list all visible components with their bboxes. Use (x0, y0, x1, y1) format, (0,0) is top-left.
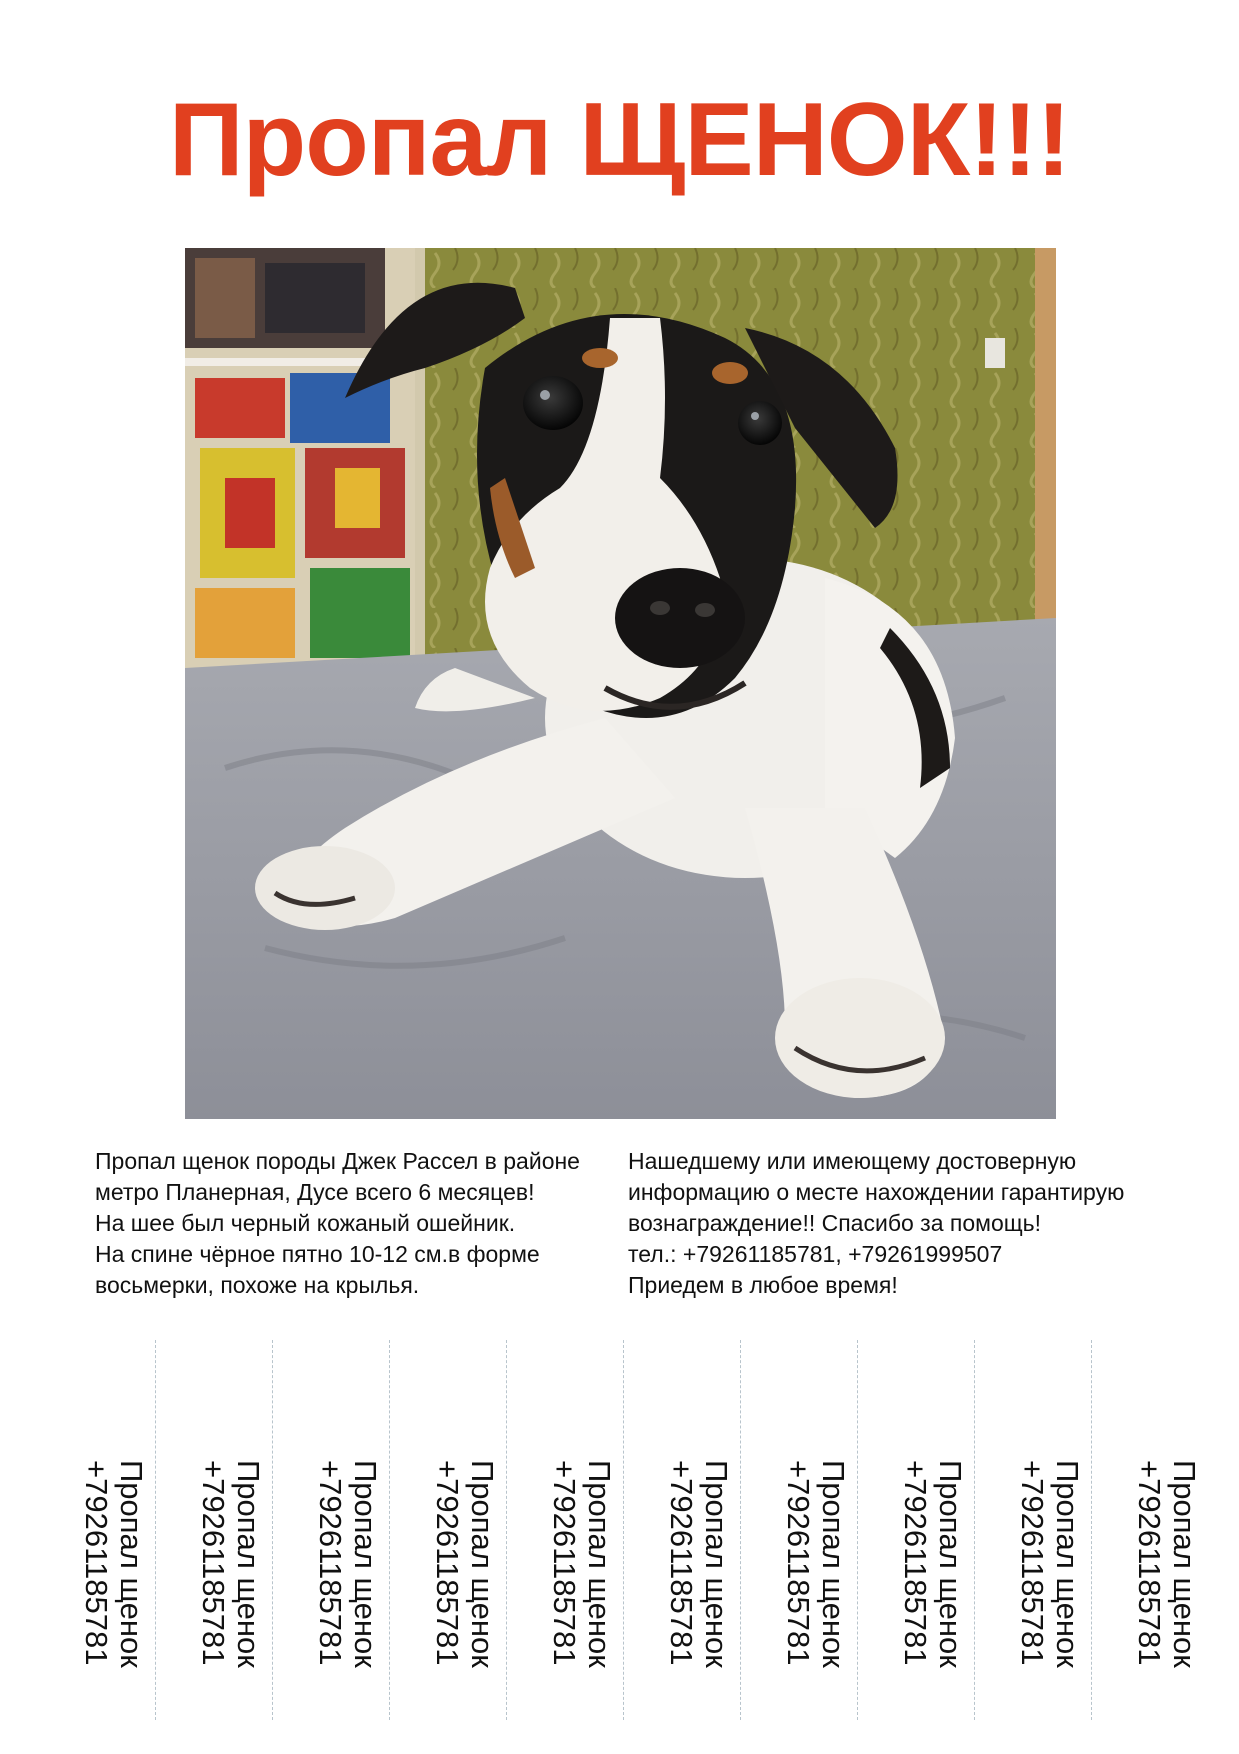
tab-text (313, 1460, 383, 1668)
tear-off-tab[interactable] (757, 1340, 874, 1720)
tab-text (781, 1460, 851, 1668)
tab-label: Пропал щенок (698, 1460, 734, 1668)
anytime-text: Приедем в любое время! (628, 1272, 898, 1298)
tab-label: Пропал щенок (464, 1460, 500, 1668)
tab-phone: +79261185781 (78, 1460, 114, 1666)
tab-phone: +79261185781 (429, 1460, 465, 1666)
tab-text (664, 1460, 734, 1668)
tab-label: Пропал щенок (815, 1460, 851, 1668)
tab-text (79, 1460, 149, 1668)
spot-text: На спине чёрное пятно 10-12 см.в форме восьмерки, похоже на крылья. (95, 1241, 540, 1298)
tab-text (547, 1460, 617, 1668)
tab-phone: +79261185781 (897, 1460, 933, 1666)
tab-phone: +79261185781 (546, 1460, 582, 1666)
phone-text: тел.: +79261185781, +79261999507 (628, 1241, 1003, 1267)
tear-off-tabs (55, 1340, 1235, 1720)
reward-text: Нашедшему или имеющему достоверную информацию о месте нахождении гарантирую вознаграждение!! Спасибо за помощь! (628, 1148, 1125, 1236)
tab-label: Пропал щенок (1049, 1460, 1085, 1668)
tab-label: Пропал щенок (230, 1460, 266, 1668)
tab-phone: +79261185781 (312, 1460, 348, 1666)
dog-photo (185, 248, 1056, 1119)
tab-label: Пропал щенок (932, 1460, 968, 1668)
tab-phone: +79261185781 (780, 1460, 816, 1666)
description-left (95, 1146, 605, 1301)
tab-text (1015, 1460, 1085, 1668)
tab-text (196, 1460, 266, 1668)
tab-phone: +79261185781 (1131, 1460, 1167, 1666)
tear-off-tab[interactable] (406, 1340, 523, 1720)
tear-off-tab[interactable] (172, 1340, 289, 1720)
tear-off-tab[interactable] (640, 1340, 757, 1720)
tab-phone: +79261185781 (195, 1460, 231, 1666)
tear-off-tab[interactable] (991, 1340, 1108, 1720)
tab-phone: +79261185781 (663, 1460, 699, 1666)
tear-off-tab[interactable] (55, 1340, 172, 1720)
tear-off-tab[interactable] (289, 1340, 406, 1720)
tab-label: Пропал щенок (1166, 1460, 1202, 1668)
tab-label: Пропал щенок (347, 1460, 383, 1668)
dog-photo-icon (185, 248, 1056, 1119)
tab-text (898, 1460, 968, 1668)
tear-off-tab[interactable] (1108, 1340, 1225, 1720)
tab-phone: +79261185781 (1014, 1460, 1050, 1666)
tab-text (430, 1460, 500, 1668)
poster-title: Пропал ЩЕНОК!!! (168, 82, 1071, 198)
tear-off-tab[interactable] (874, 1340, 991, 1720)
tear-off-tab[interactable] (523, 1340, 640, 1720)
description-right (628, 1146, 1148, 1301)
collar-text: На шее был черный кожаный ошейник. (95, 1210, 516, 1236)
tab-label: Пропал щенок (113, 1460, 149, 1668)
tab-label: Пропал щенок (581, 1460, 617, 1668)
breed-location-text: Пропал щенок породы Джек Рассел в районе метро Планерная, Дусе всего 6 месяцев! (95, 1148, 580, 1205)
tab-text (1132, 1460, 1202, 1668)
